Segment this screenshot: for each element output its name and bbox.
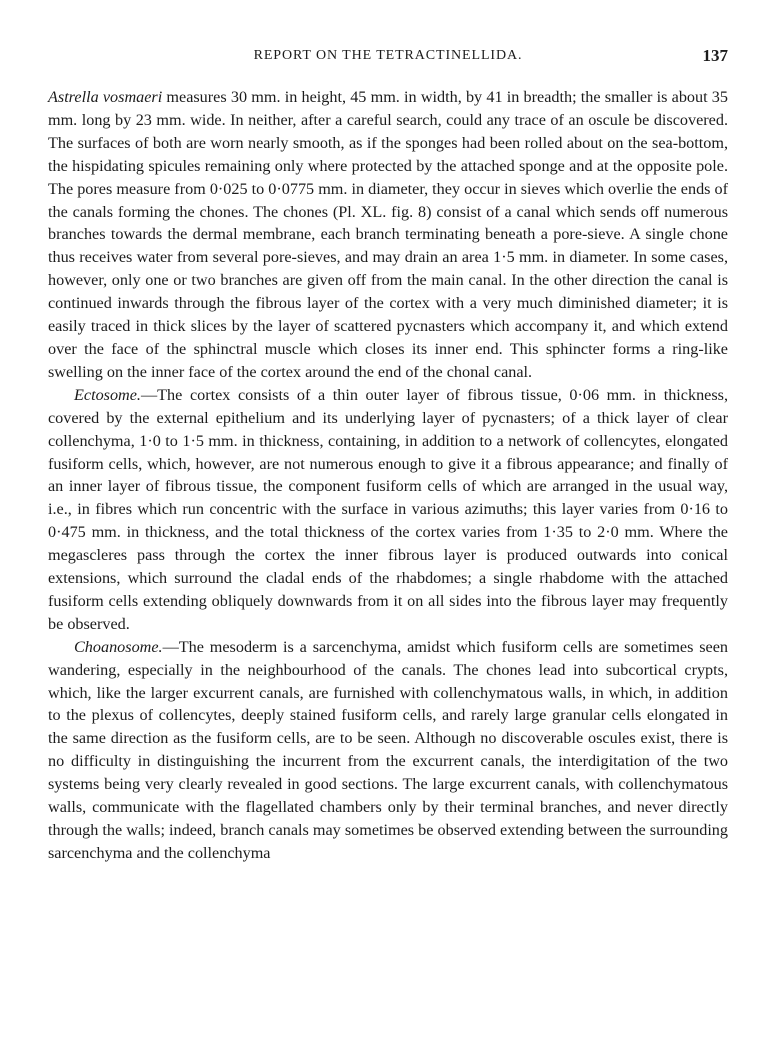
paragraph-text: —The cortex consists of a thin outer layer of fibrous tissue, 0·06 mm. in thickness, covered by the external epithelium and its underlying layer of pycnasters; of a thick layer of clear collenchyma, 1·0 to 1·5 mm. in thickness, containing, in addition to a network of collencytes, elongated fusiform cells, which, however, are not numerous enough to give it a fibrous appearance; and finally of an inner layer of fibrous tissue, the component fusiform cells of which are arranged in the usual way, i.e., in fibres which run concentric with the surface in various azimuths; this layer varies from 0·16 to 0·475 mm. in thickness, and the total thickness of the cortex varies from 1·35 to 2·0 mm. Where the megascleres pass through the cortex the inner fibrous layer is produced outwards into conical extensions, which surround the cladal ends of the rhabdomes; a single rhabdome with the attached fusiform cells extending obliquely downwards from it on all sides into the fibrous layer may frequently be observed. [48,385,728,633]
section-heading-choanosome: Choanosome. [74,637,163,656]
section-heading-ectosome: Ectosome. [74,385,141,404]
page-header [48,46,728,68]
body-text [48,86,728,865]
paragraph-choanosome [48,636,728,865]
paragraph-ectosome [48,384,728,636]
paragraph-text: —The mesoderm is a sarcenchyma, amidst which fusiform cells are sometimes seen wandering, especially in the neighbourhood of the canals. The chones lead into subcortical crypts, which, like the larger excurrent canals, are furnished with collenchymatous walls, in which, in addition to the plexus of collencytes, deeply stained fusiform cells, and rarely large granular cells elongated in the same direction as the fusiform cells, are to be seen. Although no discoverable oscules exist, there is no difficulty in distinguishing the incurrent from the excurrent canals, the interdigitation of the two systems being very clearly revealed in good sections. The large excurrent canals, with collenchymatous walls, communicate with the flagellated chambers only by their terminal branches, and never directly through the walls; indeed, branch canals may sometimes be observed extending between the surrounding sarcenchyma and the collenchyma [48,637,728,862]
paragraph-astrella-description [48,86,728,384]
species-name: Astrella vosmaeri [48,88,163,106]
running-title: REPORT ON THE TETRACTINELLIDA. [253,48,523,63]
page-number: 137 [702,46,728,65]
paragraph-text: measures 30 mm. in height, 45 mm. in width, by 41 in breadth; the smaller is about 35 mm. long by 23 mm. wide. In neither, after a careful search, could any trace of an oscule be discovered. The surfaces of both are worn nearly smooth, as if the sponges had been rolled about on the sea-bottom, the hispidating spicules remaining only where protected by the attached sponge and at the opposite pole. The pores measure from 0·025 to 0·0775 mm. in diameter, they occur in sieves which overlie the ends of the canals forming the chones. The chones (Pl. XL. fig. 8) consist of a canal which sends off numerous branches towards the dermal membrane, each branch terminating beneath a pore-sieve. A single chone thus receives water from several pore-sieves, and may drain an area 1·5 mm. in diameter. In some cases, however, only one or two branches are given off from the main canal. In the other direction the canal is continued inwards through the fibrous layer of the cortex with a very much diminished diameter; it is easily traced in thick slices by the layer of scattered pycnasters which accompany it, and which extend over the face of the sphinctral muscle which closes its inner end. This sphincter forms a ring-like swelling on the inner face of the cortex around the end of the chonal canal. [48,88,728,381]
